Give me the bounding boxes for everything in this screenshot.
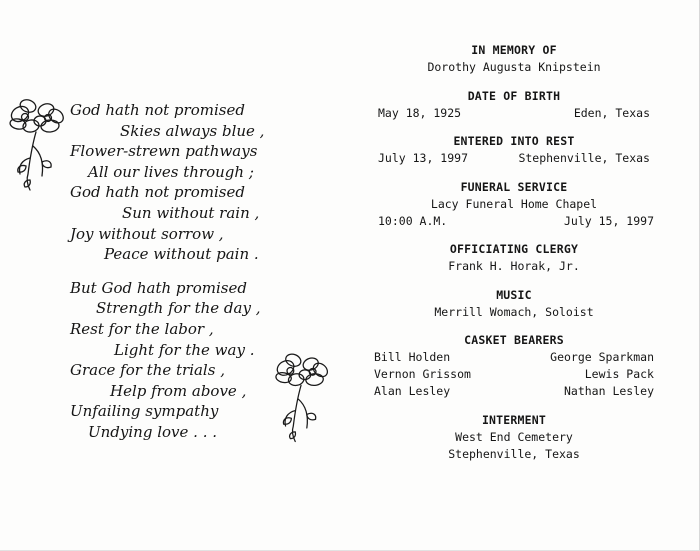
birth-date: May 18, 1925 xyxy=(378,105,462,120)
bearers-row xyxy=(372,383,656,400)
clergy-name: Frank H. Horak, Jr. xyxy=(448,259,580,273)
in-memory-section xyxy=(372,42,656,76)
music-section xyxy=(372,287,656,321)
section-heading: IN MEMORY OF xyxy=(471,43,557,57)
bearer-name: Bill Holden xyxy=(374,350,451,364)
cemetery-name: West End Cemetery xyxy=(455,429,573,444)
poem-line: Peace without pain . xyxy=(104,245,259,264)
bearer-name: George Sparkman xyxy=(550,350,654,364)
bearers-row xyxy=(372,366,656,383)
section-heading: MUSIC xyxy=(496,287,532,302)
bearer-name: Vernon Grissom xyxy=(374,367,471,381)
deceased-name: Dorothy Augusta Knipstein xyxy=(427,60,601,74)
cemetery-city: Stephenville, Texas xyxy=(448,446,580,461)
poem-line: But God hath promised xyxy=(70,278,247,297)
flower-bouquet-icon xyxy=(272,350,332,444)
music-performer: Merrill Womach, Soloist xyxy=(434,304,594,319)
poem-line: Rest for the labor , xyxy=(70,319,214,338)
service-location: Lacy Funeral Home Chapel xyxy=(430,196,598,211)
poem-line: Grace for the trials , xyxy=(70,361,225,380)
poem-line: Flower-strewn pathways xyxy=(70,142,258,161)
poem-line: Sun without rain , xyxy=(122,203,260,222)
service-row xyxy=(372,213,656,230)
rest-date: July 13, 1997 xyxy=(378,151,469,165)
service-date: July 15, 1997 xyxy=(563,213,654,228)
poem xyxy=(70,100,290,443)
service-time: 10:00 A.M. xyxy=(378,213,448,228)
bearer-name: Alan Lesley xyxy=(374,384,451,398)
birth-row xyxy=(372,105,656,122)
poem-line: Unfailing sympathy xyxy=(70,402,219,421)
bearer-name: Lewis Pack xyxy=(584,367,654,381)
poem-line: Skies always blue , xyxy=(120,121,265,140)
rest-place: Stephenville, Texas xyxy=(518,151,650,165)
poem-line: Strength for the day , xyxy=(96,299,261,318)
interment-section xyxy=(372,412,656,463)
section-heading: OFFICIATING CLERGY xyxy=(449,242,579,256)
section-heading: DATE OF BIRTH xyxy=(467,88,561,103)
section-heading: CASKET BEARERS xyxy=(464,333,564,347)
poem-line: All our lives through ; xyxy=(88,162,254,181)
date-of-birth-section xyxy=(372,88,656,122)
funeral-service-section xyxy=(372,179,656,230)
bearer-name: Nathan Lesley xyxy=(563,384,654,398)
poem-line: God hath not promised xyxy=(70,183,245,202)
poem-line: Undying love . . . xyxy=(88,422,217,441)
service-program xyxy=(372,42,656,474)
officiating-clergy-section xyxy=(372,241,656,275)
section-heading: FUNERAL SERVICE xyxy=(460,179,568,194)
rest-row xyxy=(372,150,656,167)
casket-bearers-section xyxy=(372,332,656,400)
section-heading: INTERMENT xyxy=(481,412,547,427)
poem-line: Help from above , xyxy=(110,381,247,400)
birth-place: Eden, Texas xyxy=(573,105,650,120)
poem-line: God hath not promised xyxy=(70,101,245,119)
bearers-row xyxy=(372,349,656,366)
poem-line: Joy without sorrow , xyxy=(70,224,224,243)
poem-line: Light for the way . xyxy=(114,340,255,359)
flower-bouquet-icon xyxy=(6,96,68,192)
section-heading: ENTERED INTO REST xyxy=(453,134,575,148)
entered-into-rest-section xyxy=(372,133,656,167)
